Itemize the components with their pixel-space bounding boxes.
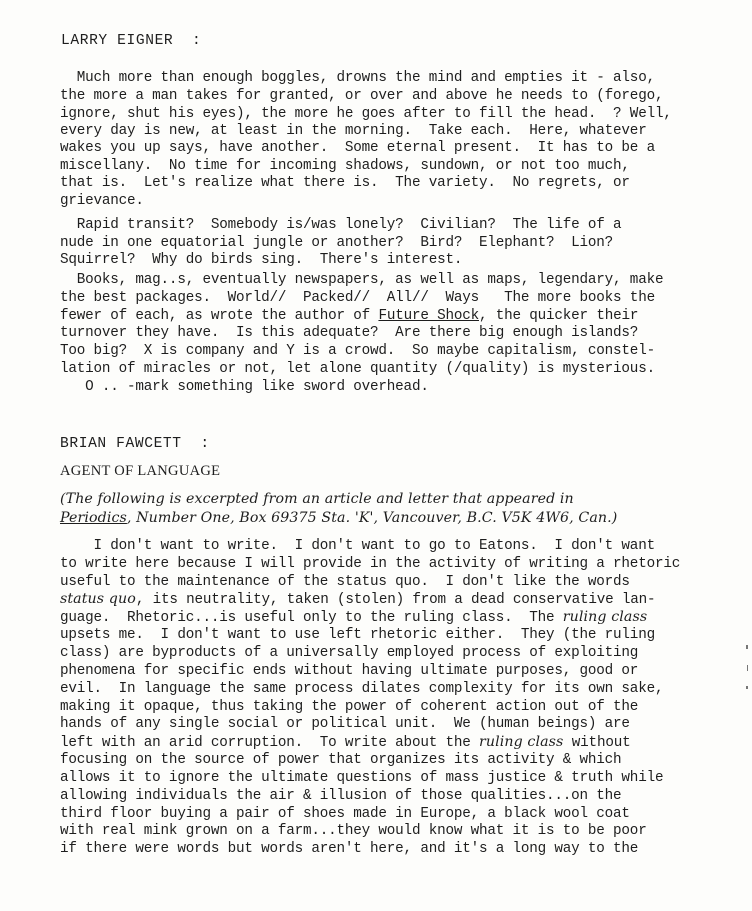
fawcett-line: class) are byproducts of a universally employed process of exploiting <box>60 645 639 661</box>
fawcett-line: making it opaque, thus taking the power of coherent action out of the <box>60 699 639 715</box>
scan-speck <box>746 686 748 689</box>
eigner-line-end: , the quicker their <box>479 308 639 324</box>
fawcett-line-ruling-class-2 <box>60 734 630 752</box>
eigner-line: O .. -mark something like sword overhead. <box>60 379 429 395</box>
eigner-line-start: fewer of each, as wrote the author of <box>60 308 379 324</box>
fawcett-line-status-quo <box>60 591 655 609</box>
fawcett-line-end: without <box>563 735 631 751</box>
book-title-future-shock: Future Shock <box>378 308 479 324</box>
fawcett-line: allowing individuals the air & illusion of those qualities...on the <box>60 788 622 804</box>
eigner-line: Squirrel? Why do birds sing. There's interest. <box>60 252 463 268</box>
eigner-line-future-shock <box>60 308 638 325</box>
scan-speck <box>746 645 748 649</box>
fawcett-line: phenomena for specific ends without having ultimate purposes, good or <box>60 663 639 679</box>
fawcett-line: hands of any single social or political unit. We (human beings) are <box>60 716 630 732</box>
eigner-heading: LARRY EIGNER : <box>61 33 202 49</box>
eigner-line: Books, mag..s, eventually newspapers, as well as maps, legendary, make <box>60 272 664 288</box>
eigner-line: turnover they have. Is this adequate? Are there big enough islands? <box>60 325 639 341</box>
eigner-line: nude in one equatorial jungle or another? Bird? Elephant? Lion? <box>60 235 614 251</box>
eigner-line: lation of miracles or not, let alone quantity (/quality) is mysterious. <box>60 361 655 377</box>
journal-title-periodics: Periodics <box>60 510 127 526</box>
eigner-line: ignore, shut his eyes), the more he goes after to fill the head. ? Well, <box>60 106 672 122</box>
fawcett-line-end: , its neutrality, taken (stolen) from a dead conservative lan- <box>135 592 656 608</box>
eigner-line: every day is new, at least in the morning. Take each. Here, whatever <box>60 123 647 139</box>
eigner-line: that is. Let's realize what there is. The variety. No regrets, or <box>60 175 630 191</box>
fawcett-line: useful to the maintenance of the status quo. I don't like the words <box>60 574 630 590</box>
fawcett-line: third floor buying a pair of shoes made in Europe, a black wool coat <box>60 806 630 822</box>
eigner-line: the best packages. World// Packed// All// Ways The more books the <box>60 290 655 306</box>
phrase-ruling-class: ruling class <box>562 609 648 625</box>
eigner-line: Too big? X is company and Y is a crowd. So maybe capitalism, constel- <box>60 343 655 359</box>
phrase-ruling-class: ruling class <box>478 734 564 750</box>
fawcett-line: evil. In language the same process dilates complexity for its own sake, <box>60 681 664 697</box>
fawcett-line-start: guage. Rhetoric...is useful only to the ruling class. The <box>60 610 563 626</box>
fawcett-line: allows it to ignore the ultimate questions of mass justice & truth while <box>60 770 664 786</box>
fawcett-line: focusing on the source of power that organizes its activity & which <box>60 752 622 768</box>
eigner-line: Much more than enough boggles, drowns the mind and empties it - also, <box>60 70 655 86</box>
eigner-line: miscellany. No time for incoming shadows, sundown, or not too much, <box>60 158 630 174</box>
fawcett-heading: BRIAN FAWCETT : <box>60 436 210 452</box>
eigner-line: Rapid transit? Somebody is/was lonely? Civilian? The life of a <box>60 217 622 233</box>
fawcett-line: with real mink grown on a farm...they would know what it is to be poor <box>60 823 647 839</box>
scan-speck <box>747 665 748 671</box>
fawcett-note-line <box>60 510 617 527</box>
phrase-status-quo: status quo <box>60 591 136 607</box>
fawcett-subheading: AGENT OF LANGUAGE <box>60 463 221 479</box>
fawcett-line: upsets me. I don't want to use left rhetoric either. They (the ruling <box>60 627 655 643</box>
fawcett-note-line: (The following is excerpted from an article and letter that appeared in <box>60 491 574 507</box>
fawcett-line: I don't want to write. I don't want to go to Eatons. I don't want <box>60 538 655 554</box>
fawcett-line: if there were words but words aren't here, and it's a long way to the <box>60 841 639 857</box>
fawcett-line-ruling-class <box>60 609 647 627</box>
fawcett-line-start: left with an arid corruption. To write about the <box>60 735 479 751</box>
fawcett-line: to write here because I will provide in the activity of writing a rhetoric <box>60 556 681 572</box>
fawcett-note-tail: , Number One, Box 69375 Sta. 'K', Vancouver, B.C. V5K 4W6, Can.) <box>126 510 618 526</box>
eigner-line: wakes you up says, have another. Some eternal present. It has to be a <box>60 140 655 156</box>
eigner-line: grievance. <box>60 193 144 209</box>
eigner-line: the more a man takes for granted, or over and above he needs to (forego, <box>60 88 664 104</box>
